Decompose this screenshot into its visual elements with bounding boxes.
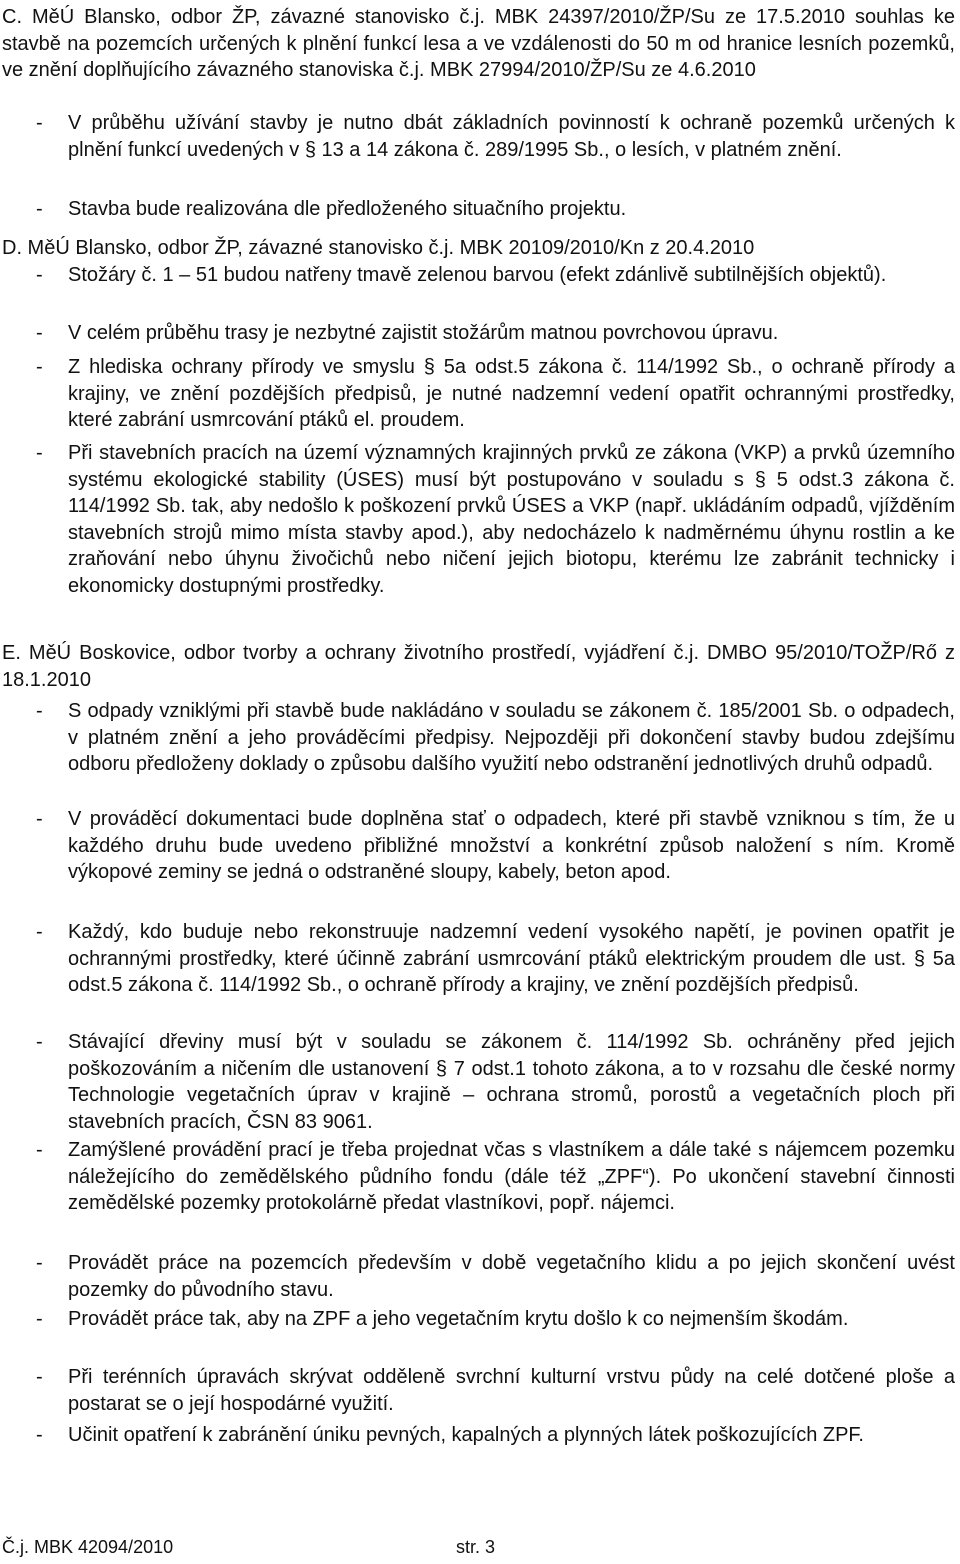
list-dash: - [36, 1252, 43, 1274]
list-dash: - [36, 322, 43, 344]
list-dash: - [36, 442, 43, 464]
list-item-text: Stávající dřeviny musí být v souladu se zákonem č. 114/1992 Sb. ochráněny před jejich poškozováním a ničením dle ustanovení § 7 odst.1 tohoto zákona, a to v rozsahu dle české normy Technologie vegetačních úprav v krajině – ochrana stromů, porostů a vegetačních ploch při stavebních pracích, ČSN 83 9061. [68, 1031, 955, 1133]
list-item-text: Při terénních úpravách skrývat odděleně svrchní kulturní vrstvu půdy na celé dotčené ploše a postarat se o její hospodárné využití. [68, 1366, 955, 1415]
list-item-text: V průběhu užívání stavby je nutno dbát základních povinností k ochraně pozemků určených k plnění funkcí uvedených v § 13 a 14 zákona č. 289/1995 Sb., o lesích, v platném znění. [68, 112, 955, 161]
list-item-text: V celém průběhu trasy je nezbytné zajistit stožárům matnou povrchovou úpravu. [68, 322, 779, 344]
list-item-text: Provádět práce na pozemcích především v době vegetačního klidu a po jejich skončení uvést pozemky do původního stavu. [68, 1252, 955, 1301]
list-item-text: Učinit opatření k zabránění úniku pevných, kapalných a plynných látek poškozujících ZPF. [68, 1424, 864, 1446]
list-dash: - [36, 112, 43, 134]
list-item-text: Stožáry č. 1 – 51 budou natřeny tmavě zelenou barvou (efekt zdánlivě subtilnějších objektů). [68, 264, 887, 286]
list-dash: - [36, 1424, 43, 1446]
list-dash: - [36, 1139, 43, 1161]
page-number: str. 3 [456, 1537, 496, 1557]
section-heading: C. MěÚ Blansko, odbor ŽP, závazné stanovisko č.j. MBK 24397/2010/ŽP/Su ze 17.5.2010 souhlas ke stavbě na pozemcích určených k plnění funkcí lesa a ve vzdálenosti do 50 m od hranice lesních pozemků, ve znění doplňujícího závazného stanoviska č.j. MBK 27994/2010/ŽP/Su ze 4.6.2010 [2, 6, 955, 82]
list-item-text: Provádět práce tak, aby na ZPF a jeho vegetačním krytu došlo k co nejmenším škodám. [68, 1308, 849, 1330]
section-heading: E. MěÚ Boskovice, odbor tvorby a ochrany životního prostředí, vyjádření č.j. DMBO 95/2010/TOŽP/Rő z 18.1.2010 [2, 642, 955, 691]
list-item-text: Stavba bude realizována dle předloženého situačního projektu. [68, 198, 627, 220]
list-dash: - [36, 808, 43, 830]
list-item-text: V prováděcí dokumentaci bude doplněna stať o odpadech, které při stavbě vzniknou s tím, že u každého druhu bude uvedeno přibližné množství a konkrétní způsob naložení s ním. Kromě výkopové zeminy se jedná o odstraněné sloupy, kabely, beton apod. [68, 808, 955, 884]
list-item-text: Zamýšlené provádění prací je třeba projednat včas s vlastníkem a dále také s nájemcem pozemku náležejícího do zemědělského půdního fondu (dále též „ZPF“). Po ukončení stavební činnosti zemědělské pozemky protokolárně předat vlastníkovi, popř. nájemci. [68, 1139, 955, 1215]
list-dash: - [36, 921, 43, 943]
section-heading: D. MěÚ Blansko, odbor ŽP, závazné stanovisko č.j. MBK 20109/2010/Kn z 20.4.2010 [2, 237, 755, 259]
list-dash: - [36, 1308, 43, 1330]
list-dash: - [36, 700, 43, 722]
list-dash: - [36, 198, 43, 220]
list-dash: - [36, 264, 43, 286]
list-item-text: Při stavebních pracích na území významných krajinných prvků ze zákona (VKP) a prvků územního systému ekologické stability (ÚSES) musí být postupováno v souladu s § 5 odst.3 zákona č. 114/1992 Sb. tak, aby nedošlo k poškození prvků ÚSES a VKP (např. ukládáním odpadů, vjížděním stavebních strojů mimo místa stavby apod.), aby nedocházelo k nadměrnému úhynu rostlin a ke zraňování nebo úhynu živočichů nebo ničení jejich biotopu, kterému lze zabránit technicky i ekonomicky dostupnými prostředky. [68, 442, 955, 597]
list-dash: - [36, 1031, 43, 1053]
page-footer [2, 1536, 496, 1558]
list-item-text: Každý, kdo buduje nebo rekonstruuje nadzemní vedení vysokého napětí, je povinen opatřit je ochrannými prostředky, které účinně zabrání usmrcování ptáků elektrickým proudem dle ust. § 5a odst.5 zákona č. 114/1992 Sb., o ochraně přírody a krajiny, ve znění pozdějších předpisů. [68, 921, 955, 997]
list-dash: - [36, 356, 43, 378]
document-reference: Č.j. MBK 42094/2010 [2, 1537, 174, 1557]
list-item-text: Z hlediska ochrany přírody ve smyslu § 5a odst.5 zákona č. 114/1992 Sb., o ochraně přírody a krajiny, ve znění pozdějších předpisů, je nutné nadzemní vedení opatřit ochrannými prostředky, které zabrání usmrcování ptáků el. proudem. [68, 356, 955, 432]
list-item-text: S odpady vzniklými při stavbě bude nakládáno v souladu se zákonem č. 185/2001 Sb. o odpadech, v platném znění a jeho prováděcími předpisy. Nejpozději při dokončení stavby budou zdejšímu odboru předloženy doklady o způsobu dalšího využití nebo odstranění jednotlivých druhů odpadů. [68, 700, 955, 776]
list-dash: - [36, 1366, 43, 1388]
